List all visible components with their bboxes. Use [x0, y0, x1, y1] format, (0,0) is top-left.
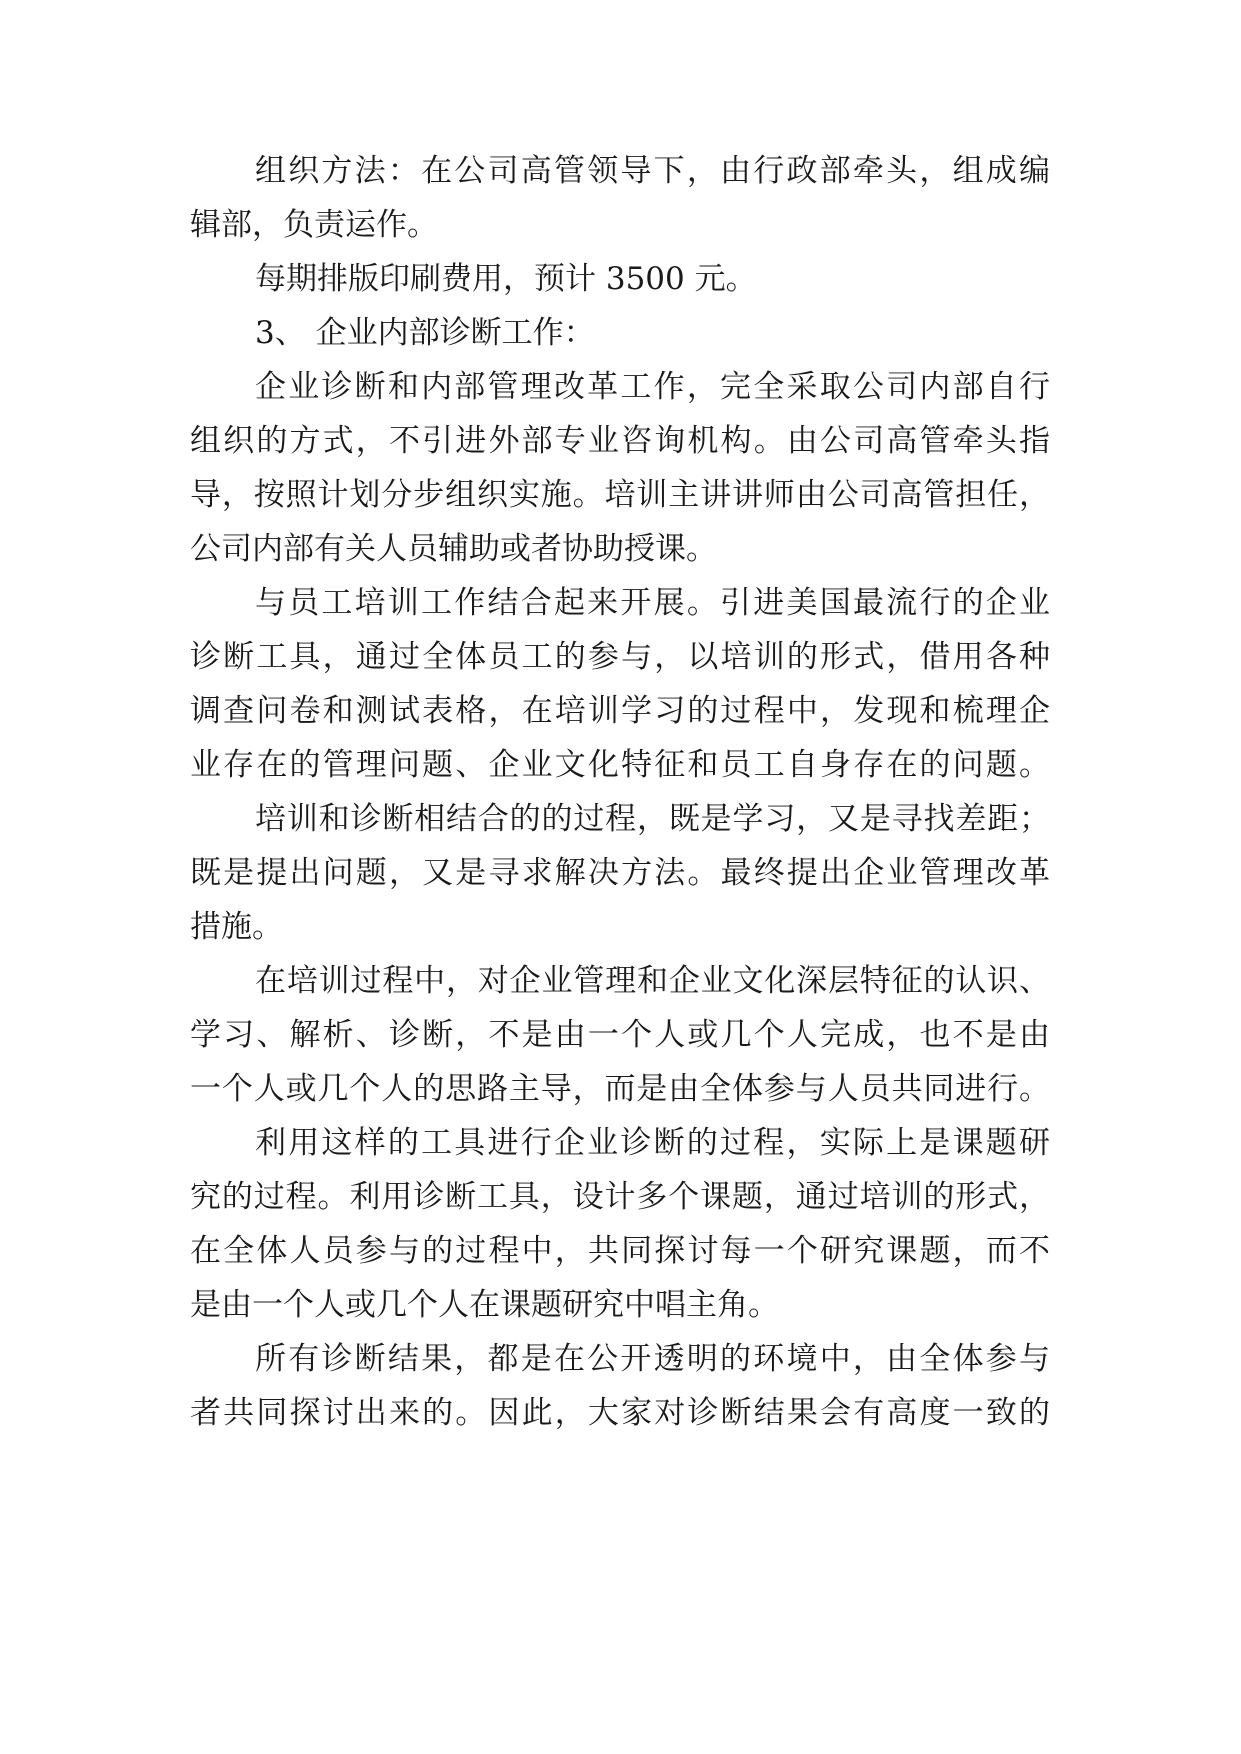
text-line: 3、 企业内部诊断工作：	[255, 315, 595, 351]
text-line: 与员工培训工作结合起来开展。引进美国最流行的企业	[255, 585, 1050, 621]
text-line: 在培训过程中，对企业管理和企业文化深层特征的认识、	[255, 963, 1050, 999]
text-line: 培训和诊断相结合的的过程，既是学习，又是寻找差距；	[255, 801, 1050, 837]
text-line: 导，按照计划分步组织实施。培训主讲讲师由公司高管担任，	[190, 477, 1050, 513]
text-line: 究的过程。利用诊断工具，设计多个课题，通过培训的形式，	[190, 1179, 1050, 1215]
text-line: 既是提出问题，又是寻求解决方法。最终提出企业管理改革	[190, 855, 1050, 891]
text-line: 诊断工具，通过全体员工的参与，以培训的形式，借用各种	[190, 639, 1050, 675]
text-line: 辑部，负责运作。	[190, 207, 438, 243]
text-line: 所有诊断结果，都是在公开透明的环境中，由全体参与	[255, 1341, 1050, 1377]
text-line: 学习、解析、诊断，不是由一个人或几个人完成，也不是由	[190, 1017, 1050, 1053]
text-line: 利用这样的工具进行企业诊断的过程，实际上是课题研	[255, 1125, 1050, 1161]
text-line: 公司内部有关人员辅助或者协助授课。	[190, 531, 717, 567]
text-line: 者共同探讨出来的。因此，大家对诊断结果会有高度一致的	[190, 1395, 1050, 1431]
text-line: 企业诊断和内部管理改革工作，完全采取公司内部自行	[255, 369, 1050, 405]
text-line: 组织方法：在公司高管领导下，由行政部牵头，组成编	[255, 153, 1050, 189]
text-line: 业存在的管理问题、企业文化特征和员工自身存在的问题。	[190, 747, 1050, 783]
text-line: 是由一个人或几个人在课题研究中唱主角。	[190, 1287, 779, 1323]
text-line: 措施。	[190, 909, 283, 945]
text-line: 每期排版印刷费用，预计 3500 元。	[255, 261, 757, 297]
text-line: 一个人或几个人的思路主导，而是由全体参与人员共同进行。	[190, 1071, 1050, 1107]
text-line: 在全体人员参与的过程中，共同探讨每一个研究课题，而不	[190, 1233, 1050, 1269]
text-line: 调查问卷和测试表格，在培训学习的过程中，发现和梳理企	[190, 693, 1050, 729]
text-line: 组织的方式，不引进外部专业咨询机构。由公司高管牵头指	[190, 423, 1050, 459]
